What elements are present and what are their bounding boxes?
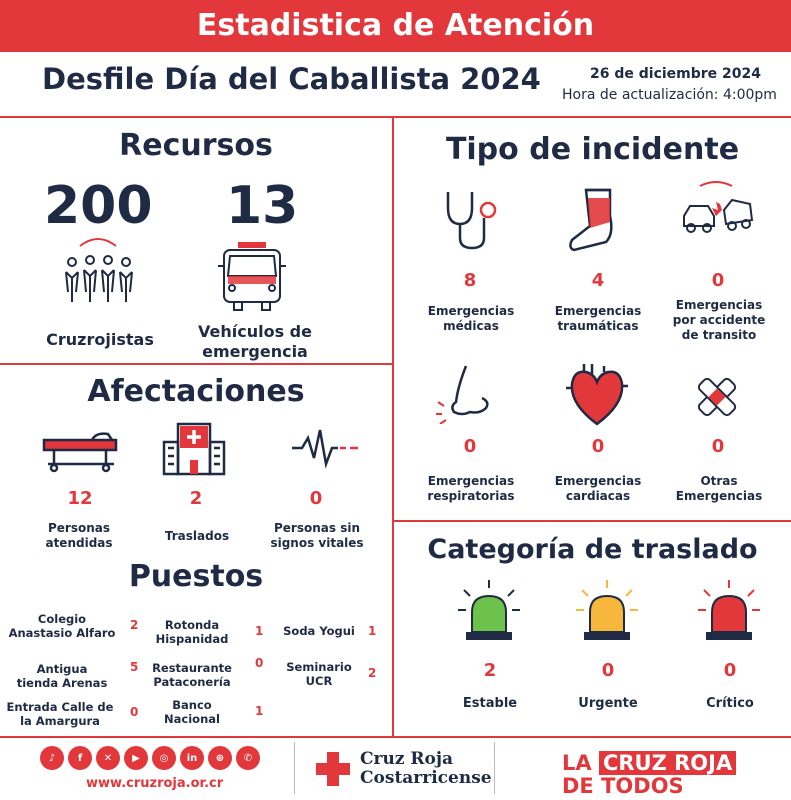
label-line: UCR (305, 674, 333, 689)
incident-value: 4 (591, 270, 605, 291)
label-line: Hispanidad (155, 632, 229, 647)
slogan-part: LA (562, 751, 592, 775)
label-line: Traslados (164, 529, 230, 543)
slogan (562, 752, 736, 798)
youtube-icon[interactable]: ▶ (124, 746, 148, 770)
siren-green-icon (456, 578, 522, 644)
label-line: Emergencias (675, 298, 763, 312)
incidentes-title: Tipo de incidente (445, 132, 740, 167)
update-time: Hora de actualización: 4:00pm (562, 87, 777, 103)
label-line: Emergencias (554, 304, 642, 318)
label-line: Rotonda (164, 618, 220, 632)
afectacion-value: 0 (309, 488, 323, 509)
label-line: Soda Yogui (283, 624, 355, 638)
linkedin-icon[interactable]: in (180, 746, 204, 770)
traslado-label: Estable (462, 696, 518, 711)
siren-yellow-icon (574, 578, 640, 644)
label-line: atendidas (45, 536, 113, 550)
incident-label (543, 304, 653, 334)
nose-icon (436, 362, 496, 424)
puesto-name (10, 662, 114, 691)
label-line: Pataconería (153, 675, 231, 690)
label-line: Nacional (164, 712, 220, 727)
x-icon[interactable]: ✕ (96, 746, 120, 770)
label-line: por accidente (672, 313, 766, 327)
puesto-value: 1 (255, 624, 264, 638)
label-line: Personas sin (274, 521, 360, 535)
divider (392, 116, 394, 736)
incident-label (664, 298, 774, 343)
vehiculos-label (190, 322, 320, 362)
incident-label (416, 304, 526, 334)
vehiculos-value: 13 (226, 176, 299, 236)
label-line: Colegio (37, 612, 87, 626)
siren-red-icon (696, 578, 762, 644)
afectacion-label (142, 529, 252, 544)
slogan-line2: DE TODOS (562, 774, 684, 799)
label-line: Emergencias (554, 474, 642, 488)
cruzrojistas-label: Cruzrojistas (46, 330, 154, 349)
label-line: traumáticas (557, 319, 639, 333)
puesto-name (144, 661, 240, 690)
incident-value: 0 (711, 270, 725, 291)
brand-line: Cruz Roja (360, 749, 454, 769)
instagram-icon[interactable]: ◎ (152, 746, 176, 770)
brand-line: Costarricense (360, 767, 492, 788)
afectacion-value: 12 (67, 488, 93, 509)
label-line: médicas (443, 319, 499, 333)
injured-foot-icon (566, 186, 622, 254)
label-line: Emergencias (675, 489, 763, 503)
traslado-value: 0 (601, 660, 615, 681)
label-line: respiratorias (427, 489, 515, 503)
puesto-value: 1 (368, 624, 377, 638)
traslado-label: Crítico (706, 696, 754, 711)
tiktok-icon[interactable]: ♪ (40, 746, 64, 770)
event-date: 26 de diciembre 2024 (590, 66, 762, 82)
cruzrojistas-value: 200 (44, 176, 153, 236)
red-cross-logo (316, 752, 350, 786)
puesto-name (278, 660, 360, 689)
label-line: Otras (700, 474, 738, 488)
label-line: signos vitales (270, 536, 364, 550)
puesto-value: 1 (255, 704, 264, 718)
header-banner (0, 0, 791, 52)
puesto-name (278, 624, 360, 638)
afectacion-label (24, 521, 134, 551)
label-line: Emergencias (427, 474, 515, 488)
traslado-value: 2 (483, 660, 497, 681)
label-line: Emergencias (427, 304, 515, 318)
social-links (40, 746, 260, 770)
puesto-name (144, 618, 240, 647)
incident-value: 8 (463, 270, 477, 291)
whatsapp-icon[interactable]: ✆ (236, 746, 260, 770)
label-line: de transito (681, 328, 757, 342)
puesto-value: 5 (130, 660, 139, 674)
divider (0, 736, 791, 738)
label-line: Entrada Calle de (6, 700, 114, 714)
ambulance-icon (216, 238, 288, 312)
incident-value: 0 (711, 436, 725, 457)
vehiculos-label-line1: Vehículos de (198, 322, 312, 341)
incident-label (410, 474, 532, 504)
slogan-highlight: CRUZ ROJA (599, 751, 736, 775)
bandage-icon (694, 374, 740, 420)
brand-name (360, 750, 492, 787)
label-line: cardiacas (565, 489, 631, 503)
event-title: Desfile Día del Caballista 2024 (42, 62, 541, 96)
incident-value: 0 (591, 436, 605, 457)
website-link[interactable]: www.cruzroja.or.cr (86, 776, 224, 791)
divider (392, 520, 791, 522)
puesto-name (4, 700, 116, 729)
hospital-icon (162, 420, 226, 476)
header-title: Estadistica de Atención (196, 8, 595, 43)
puesto-value: 2 (368, 666, 377, 680)
traslado-label: Urgente (578, 696, 638, 711)
car-accident-icon (680, 180, 756, 242)
incident-label (664, 474, 774, 504)
puesto-value: 0 (255, 656, 264, 670)
afectacion-label (262, 521, 372, 551)
stretcher-icon (40, 428, 120, 474)
divider (494, 742, 495, 794)
incident-value: 0 (463, 436, 477, 457)
heartbeat-icon (290, 424, 360, 470)
divider (0, 363, 392, 365)
label-line: Restaurante (152, 661, 232, 675)
puesto-value: 0 (130, 705, 139, 719)
vehiculos-label-line2: emergencia (202, 342, 308, 361)
web-icon[interactable]: ⊕ (208, 746, 232, 770)
label-line: la Amargura (20, 714, 100, 729)
traslado-value: 0 (723, 660, 737, 681)
heart-icon (564, 364, 630, 428)
label-line: Antigua (36, 662, 88, 676)
people-icon (58, 232, 138, 312)
puestos-title: Puestos (128, 559, 264, 594)
puesto-name (144, 698, 240, 727)
afectaciones-title: Afectaciones (87, 374, 305, 409)
puesto-value: 2 (130, 618, 139, 632)
label-line: Anastasio Alfaro (8, 626, 116, 641)
recursos-title: Recursos (119, 128, 273, 163)
label-line: Banco (172, 698, 212, 712)
slogan-line1 (562, 752, 736, 775)
afectacion-value: 2 (189, 488, 203, 509)
divider (294, 742, 295, 794)
stethoscope-icon (442, 188, 502, 252)
label-line: Personas (47, 521, 111, 535)
puesto-name (8, 612, 116, 641)
incident-label (543, 474, 653, 504)
label-line: tienda Arenas (16, 676, 108, 691)
facebook-icon[interactable]: f (68, 746, 92, 770)
traslado-title: Categoría de traslado (427, 534, 758, 565)
label-line: Seminario (286, 660, 352, 674)
divider (0, 116, 791, 118)
